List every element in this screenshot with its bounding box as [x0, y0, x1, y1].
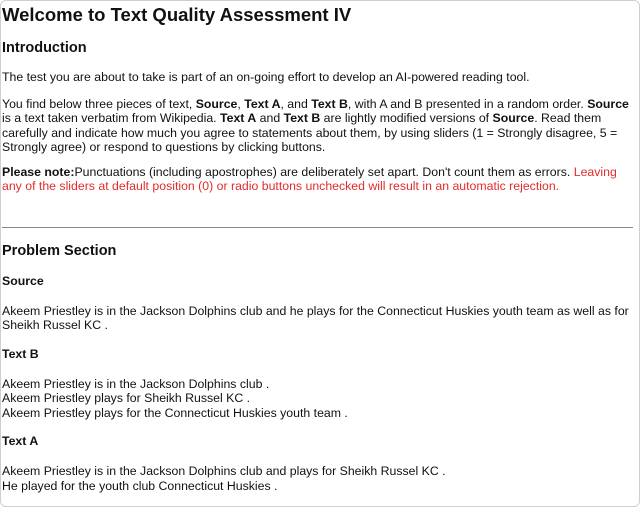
passage-line: Akeem Priestley is in the Jackson Dolphins club .	[2, 376, 270, 391]
page-title: Welcome to Text Quality Assessment IV	[2, 4, 352, 25]
note-label: Please note:	[2, 164, 75, 179]
instr-text-b-bold: Text B	[283, 111, 321, 125]
page-content	[1, 3, 639, 493]
source-passage	[2, 304, 633, 333]
text-a-label: Text A	[2, 434, 39, 448]
source-label: Source	[2, 273, 44, 288]
note-text: Punctuations (including apostrophes) are deliberately set apart. Don't count them as errors.	[74, 164, 574, 179]
introduction-heading: Introduction	[2, 40, 87, 56]
instr-text: are lightly modified versions of	[320, 111, 493, 125]
passage-line: Akeem Priestley plays for Sheikh Russel KC .	[2, 391, 251, 405]
intro-paragraph-purpose: The test you are about to take is part of an on-going effort to develop an AI-powered reading tool.	[2, 70, 530, 84]
instr-source-bold: Source	[587, 96, 629, 111]
passage-line: Akeem Priestley is in the Jackson Dolphins club and he plays for the Connecticut Huskies youth team as well as for Sheikh Russel KC .	[2, 303, 629, 332]
instr-text: You find below three pieces of text,	[2, 96, 196, 111]
passage-line: He played for the youth club Connecticut Huskies .	[2, 478, 278, 493]
instr-text: ,	[237, 96, 245, 111]
instr-text: , with A and B presented in a random order.	[347, 96, 588, 111]
text-b-label: Text B	[2, 346, 39, 361]
instr-text: and	[256, 111, 284, 125]
text-a-passage	[2, 464, 633, 493]
passage-line: Akeem Priestley plays for the Connecticut Huskies youth team .	[2, 405, 348, 420]
instr-text-b-bold: Text B	[311, 96, 348, 111]
instr-source-bold: Source	[195, 96, 238, 111]
instr-text: is a text taken verbatim from Wikipedia.	[2, 111, 221, 125]
text-b-passage	[2, 377, 633, 421]
instr-source-bold: Source	[492, 111, 535, 125]
problem-section-heading: Problem Section	[2, 242, 117, 259]
instr-text-a-bold: Text A	[220, 111, 257, 125]
instr-text: , and	[280, 96, 312, 111]
instr-text: . Read them carefully and indicate how much you agree to statements about them, by using sliders (1 = Strongly disagree, 5 = Strongly agree) or respond to questions by clicking buttons.	[2, 111, 618, 154]
section-divider	[2, 227, 633, 228]
passage-line: Akeem Priestley is in the Jackson Dolphins club and plays for Sheikh Russel KC .	[2, 464, 446, 478]
intro-paragraph-note	[2, 165, 633, 194]
intro-paragraph-instructions	[2, 97, 633, 155]
instr-text-a-bold: Text A	[244, 96, 281, 111]
rejection-warning: Leaving any of the sliders at default position (0) or radio buttons unchecked will result in an automatic rejection.	[2, 164, 617, 193]
